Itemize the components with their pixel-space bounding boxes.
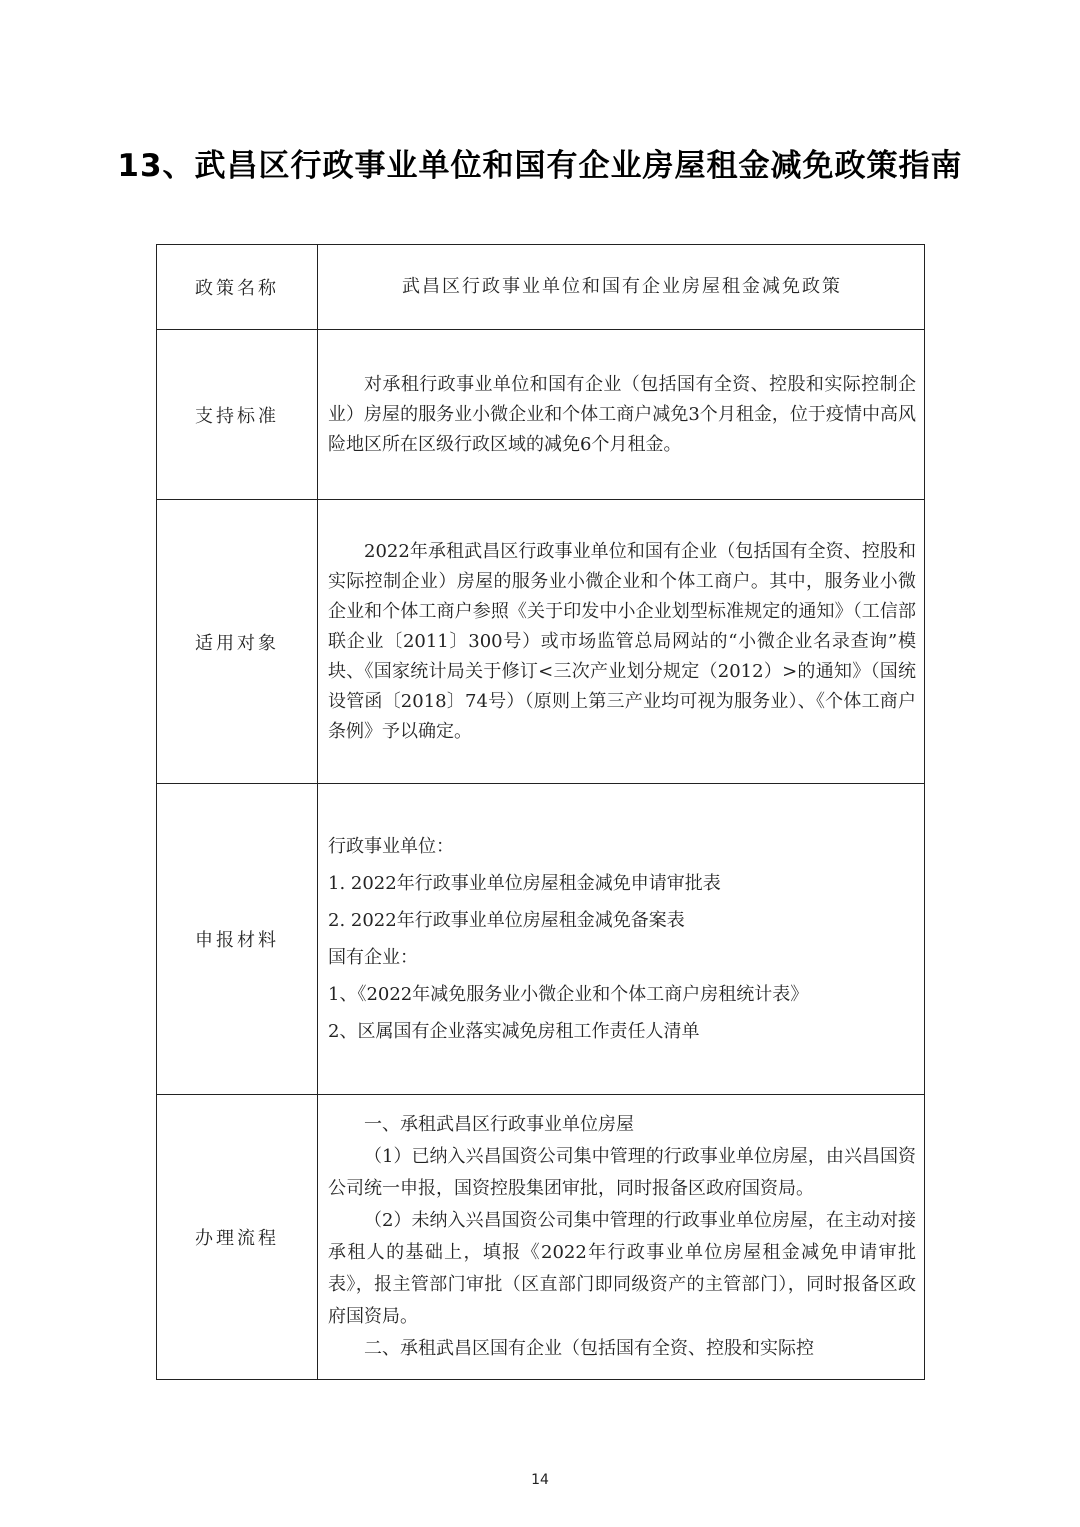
policy-name-value: 武昌区行政事业单位和国有企业房屋租金减免政策 <box>318 245 925 330</box>
row-label-procedure: 办理流程 <box>157 1095 318 1380</box>
list-item: 1、《2022年减免服务业小微企业和个体工商户房租统计表》 <box>328 984 809 1005</box>
page-title: 13、武昌区行政事业单位和国有企业房屋租金减免政策指南 <box>117 148 963 184</box>
application-materials-cell <box>318 784 925 1095</box>
policy-table <box>156 244 925 1380</box>
table-row <box>157 1095 925 1380</box>
table-row <box>157 245 925 330</box>
applicable-objects-text: 2022年承租武昌区行政事业单位和国有企业（包括国有全资、控股和实际控制企业）房屋的服务业小微企业和个体工商户。其中，服务业小微企业和个体工商户参照《关于印发中小企业划型标准规定的通知》（工信部联企业〔2011〕300号）或市场监管总局网站的“小微企业名录查询”模块、《国家统计局关于修订<三次产业划分规定（2012）>的通知》（国统设管函〔2018〕74号）（原则上第三产业均可视为服务业）、《个体工商户条例》予以确定。 <box>328 540 916 742</box>
list-item: 1. 2022年行政事业单位房屋租金减免申请审批表 <box>328 873 721 894</box>
row-label-application-materials: 申报材料 <box>157 784 318 1095</box>
support-standard-cell <box>318 330 925 500</box>
procedure-step-1: （1）已纳入兴昌国资公司集中管理的行政事业单位房屋，由兴昌国资公司统一申报，国资控股集团审批，同时报备区政府国资局。 <box>328 1146 916 1199</box>
row-label-support-standard: 支持标准 <box>157 330 318 500</box>
row-label-applicable-objects: 适用对象 <box>157 500 318 784</box>
applicable-objects-cell <box>318 500 925 784</box>
table-row <box>157 784 925 1095</box>
admin-unit-heading: 行政事业单位： <box>328 836 454 857</box>
procedure-section-2: 二、承租武昌区国有企业（包括国有全资、控股和实际控 <box>364 1338 814 1359</box>
page-number: 14 <box>531 1472 549 1488</box>
list-item: 2、区属国有企业落实减免房租工作责任人清单 <box>328 1021 700 1042</box>
procedure-cell <box>318 1095 925 1380</box>
procedure-step-2: （2）未纳入兴昌国资公司集中管理的行政事业单位房屋，在主动对接承租人的基础上，填报《2022年行政事业单位房屋租金减免申请审批表》，报主管部门审批（区直部门即同级资产的主管部门），同时报备区政府国资局。 <box>328 1210 916 1327</box>
row-label-policy-name: 政策名称 <box>157 245 318 330</box>
procedure-section-1: 一、承租武昌区行政事业单位房屋 <box>364 1114 634 1135</box>
soe-heading: 国有企业： <box>328 947 418 968</box>
table-row <box>157 330 925 500</box>
list-item: 2. 2022年行政事业单位房屋租金减免备案表 <box>328 910 685 931</box>
table-row <box>157 500 925 784</box>
support-standard-text: 对承租行政事业单位和国有企业（包括国有全资、控股和实际控制企业）房屋的服务业小微企业和个体工商户减免3个月租金，位于疫情中高风险地区所在区级行政区域的减免6个月租金。 <box>328 373 916 455</box>
